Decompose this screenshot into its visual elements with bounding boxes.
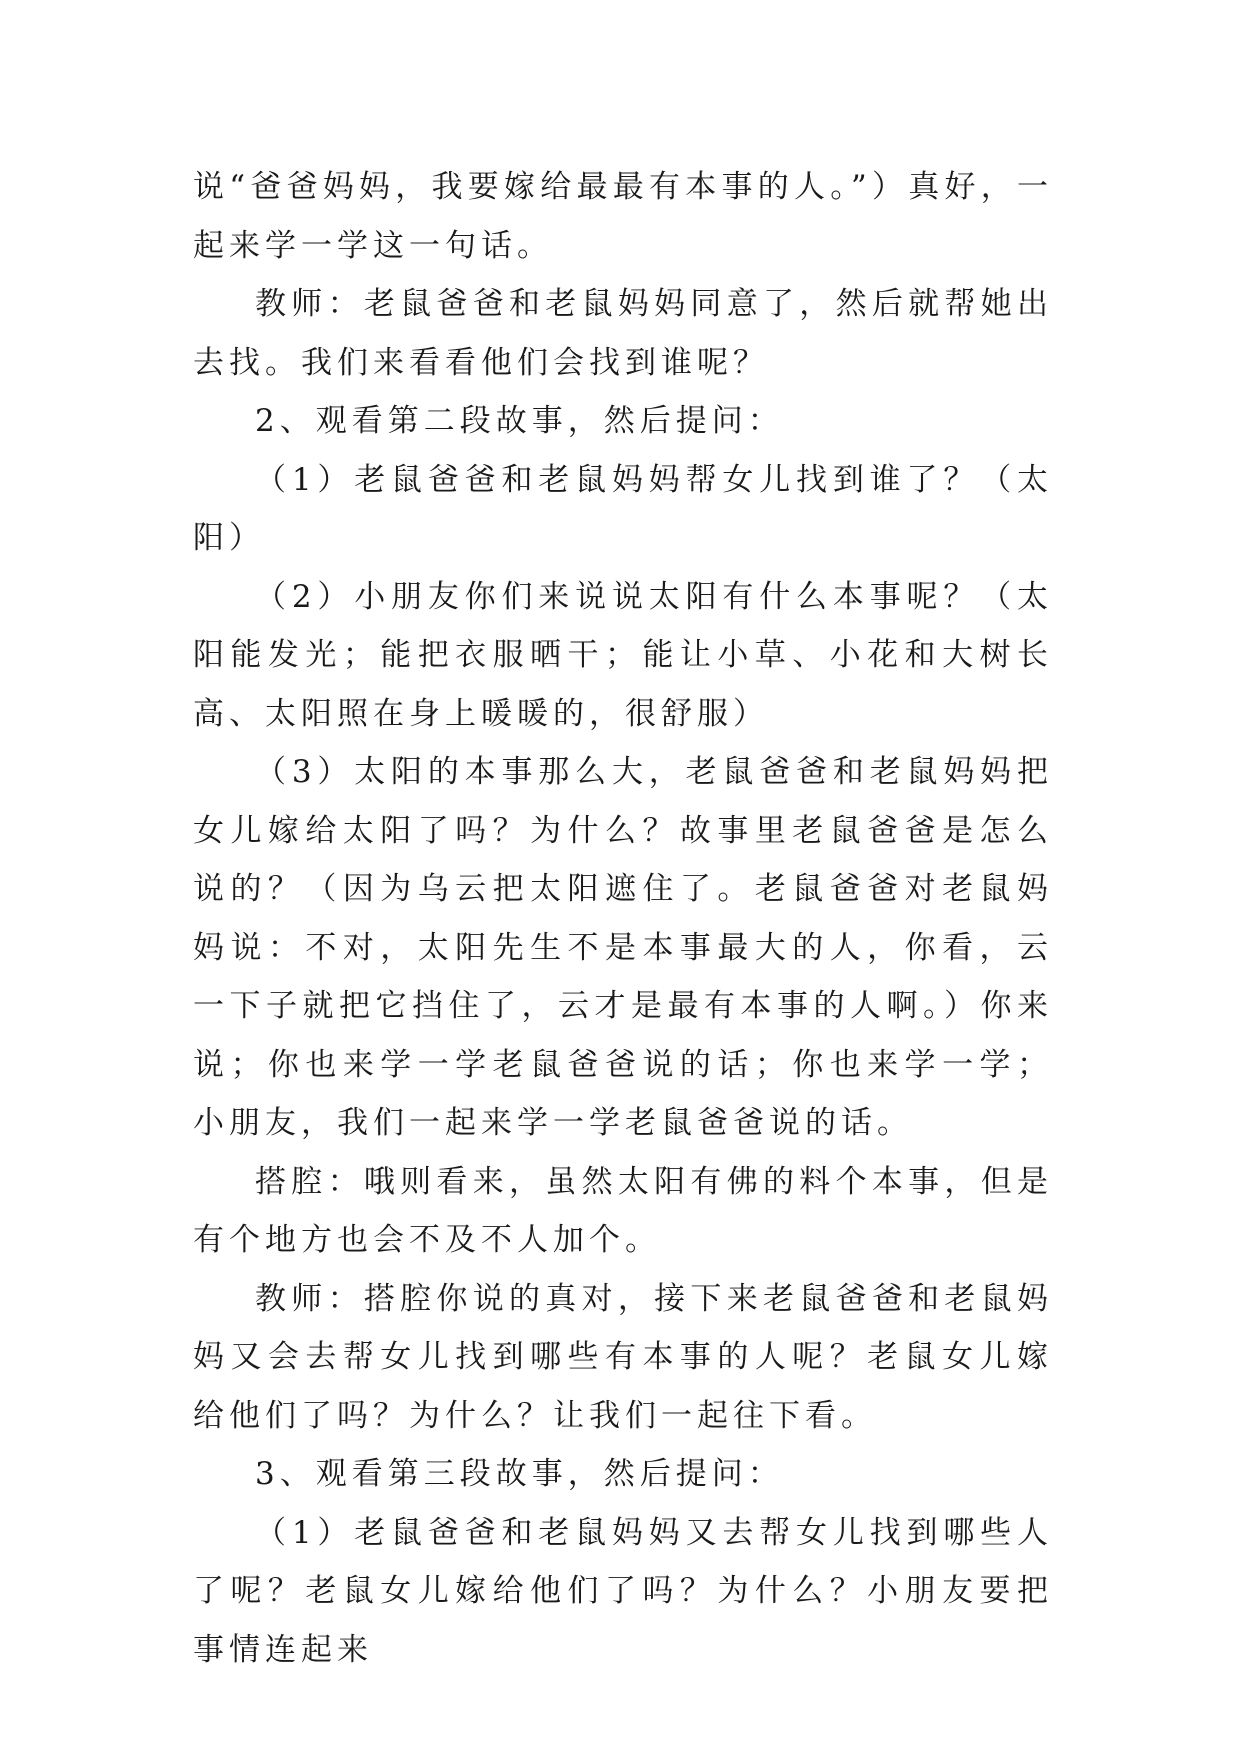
- paragraph-question-3-1: （1）老鼠爸爸和老鼠妈妈又去帮女儿找到哪些人了呢？老鼠女儿嫁给他们了吗？为什么？小朋友要把事情连起来: [193, 1514, 1053, 1668]
- paragraph-question-2-1: （1）老鼠爸爸和老鼠妈妈帮女儿找到谁了？（太阳）: [193, 461, 1053, 556]
- paragraph-continuation: 说“爸爸妈妈，我要嫁给最最有本事的人。”）真好，一起来学一学这一句话。: [193, 169, 1053, 264]
- paragraph-question-2-3: （3）太阳的本事那么大，老鼠爸爸和老鼠妈妈把女儿嫁给太阳了吗？为什么？故事里老鼠爸爸是怎么说的？（因为乌云把太阳遮住了。老鼠爸爸对老鼠妈妈说：不对，太阳先生不是本事最大的人，你看，云一下子就把它挡住了，云才是最有本事的人啊。）你来说；你也来学一学老鼠爸爸说的话；你也来学一学；小朋友，我们一起来学一学老鼠爸爸说的话。: [193, 754, 1053, 1141]
- paragraph-dialect-remark: 搭腔：哦则看来，虽然太阳有佛的料个本事，但是有个地方也会不及不人加个。: [193, 1163, 1053, 1258]
- paragraph-question-2-2: （2）小朋友你们来说说太阳有什么本事呢？（太阳能发光；能把衣服晒干；能让小草、小花和大树长高、太阳照在身上暖暖的，很舒服）: [193, 578, 1053, 732]
- paragraph-teacher-transition: 教师：搭腔你说的真对，接下来老鼠爸爸和老鼠妈妈又会去帮女儿找到哪些有本事的人呢？老鼠女儿嫁给他们了吗？为什么？让我们一起往下看。: [193, 1280, 1053, 1434]
- body-text: [193, 158, 1053, 1679]
- paragraph-step-3: 3、观看第三段故事，然后提问：: [255, 1456, 784, 1492]
- paragraph-teacher-intro: 教师：老鼠爸爸和老鼠妈妈同意了，然后就帮她出去找。我们来看看他们会找到谁呢？: [193, 286, 1053, 381]
- paragraph-step-2: 2、观看第二段故事，然后提问：: [255, 403, 784, 439]
